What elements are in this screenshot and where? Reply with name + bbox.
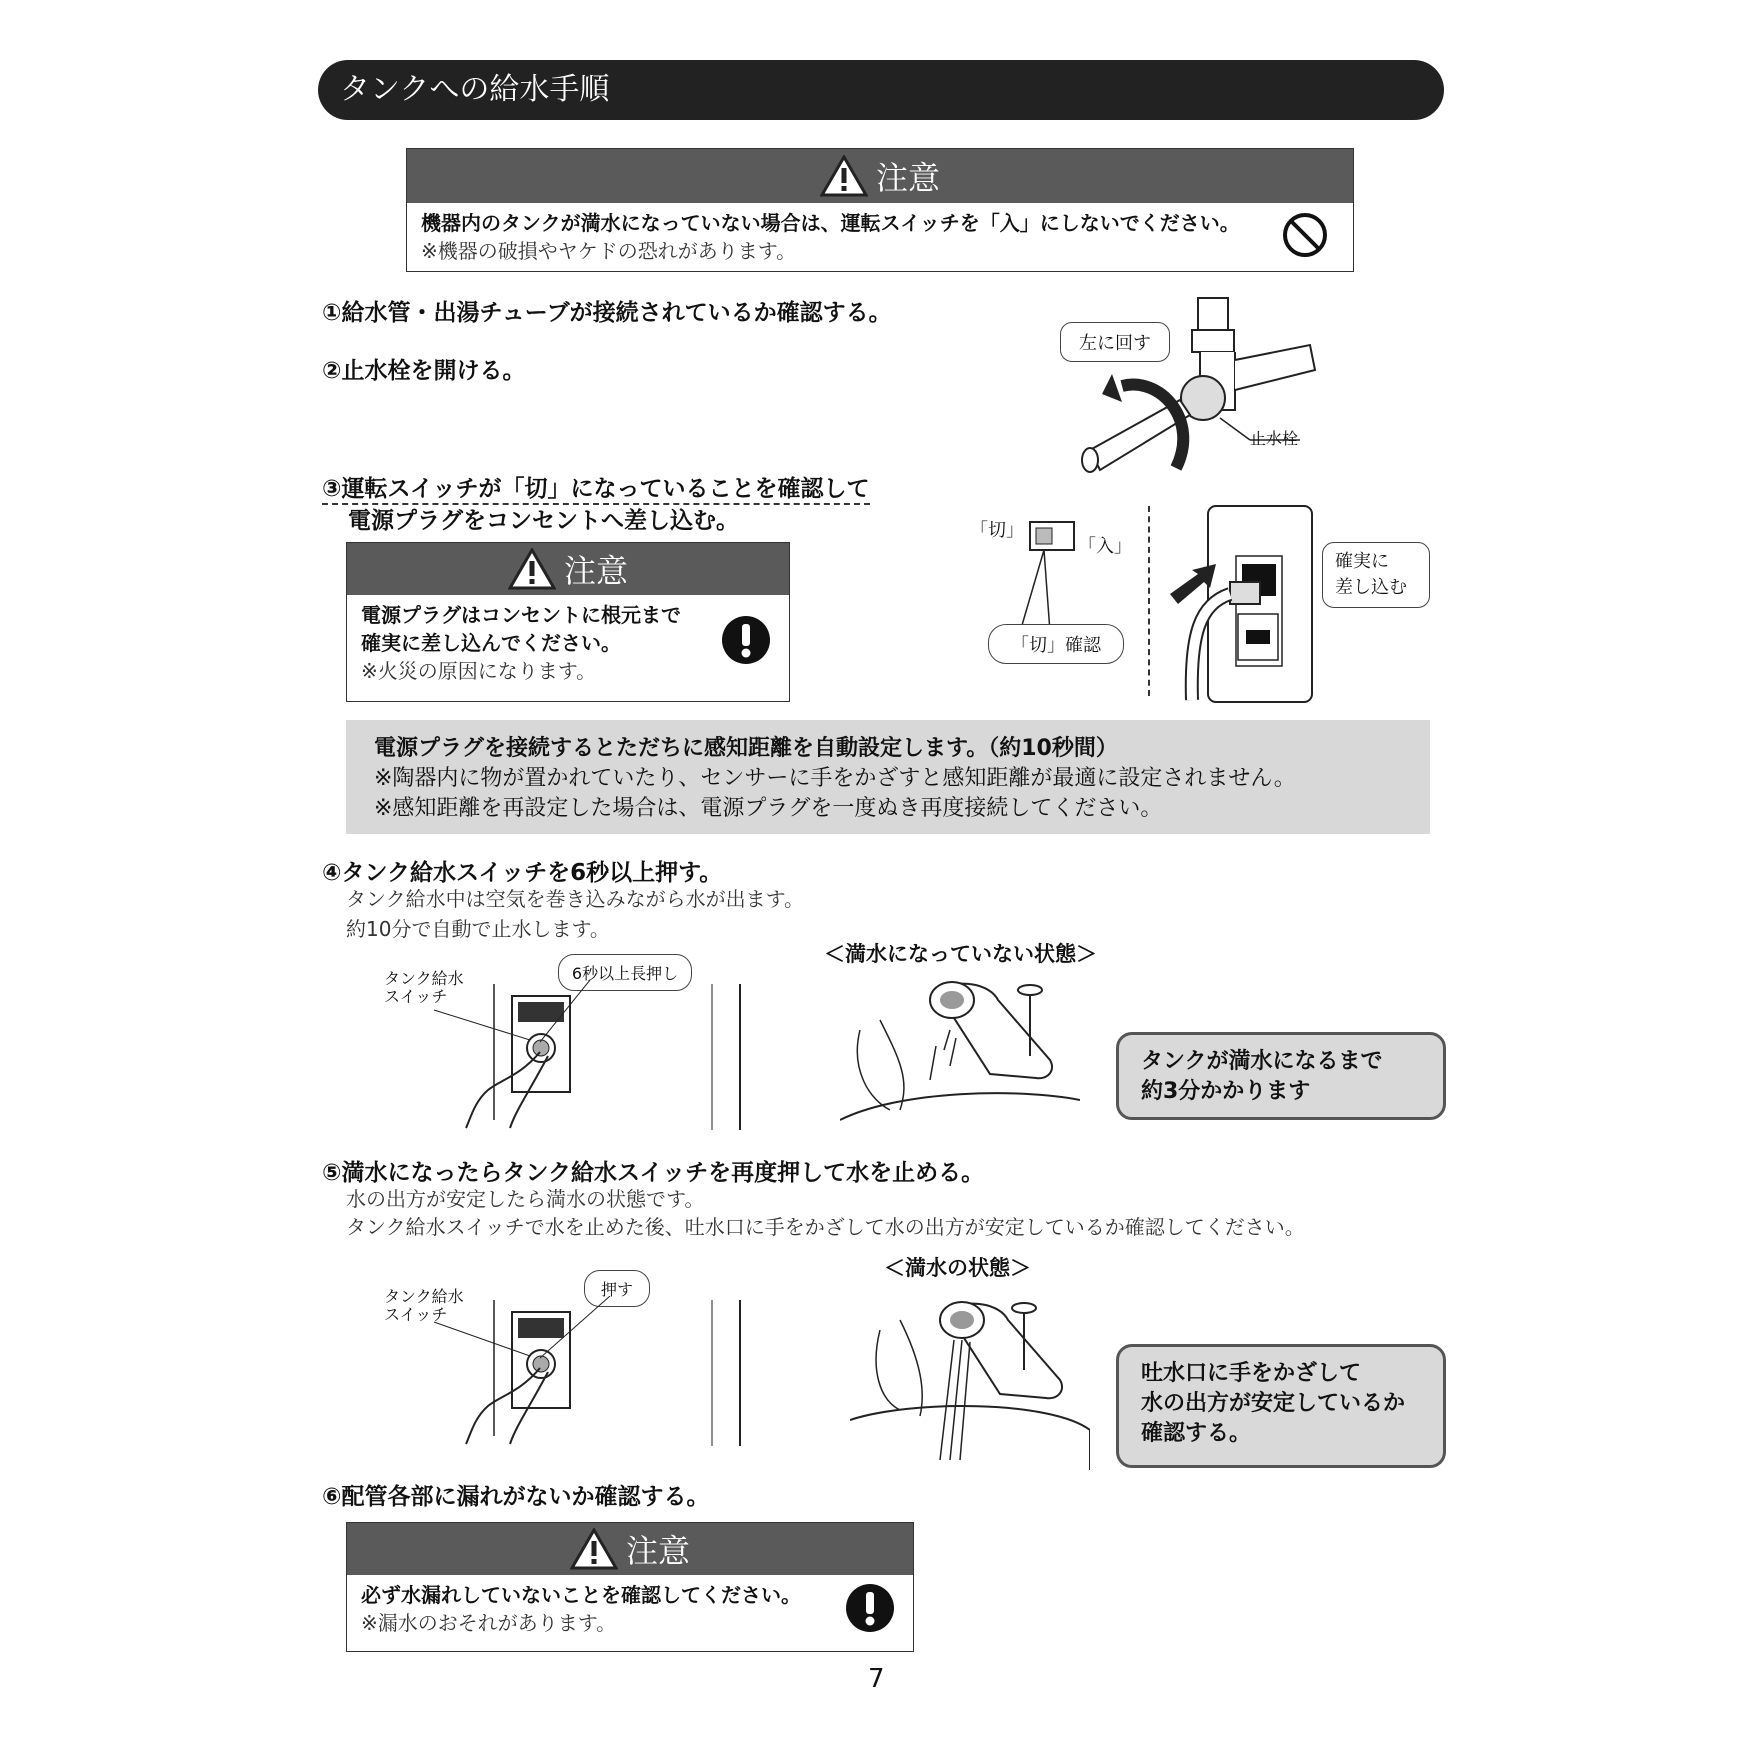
step-4: ④タンク給水スイッチを6秒以上押す。 (322, 860, 723, 886)
insert-firmly-line2: 差し込む (1335, 577, 1407, 598)
step-2: ②止水栓を開ける。 (322, 358, 526, 384)
valve-illustration (1060, 290, 1320, 490)
caution-main-text: 機器内のタンクが満水になっていない場合は、運転スイッチを「入」にしないでください。 (421, 211, 1240, 235)
push-bubble: 押す (584, 1270, 650, 1307)
exclamation-icon (845, 1583, 895, 1633)
step-5-sub-2: タンク給水スイッチで水を止めた後、吐水口に手をかざして水の出方が安定しているか確認してください。 (346, 1215, 1305, 1239)
turn-left-label: 左に回す (1060, 322, 1170, 362)
warning-triangle-icon (508, 548, 556, 590)
step-4-sub-1: タンク給水中は空気を巻き込みながら水が出ます。 (346, 887, 804, 911)
caution-box-1 (406, 148, 1354, 272)
note-sub-2: ※感知距離を再設定した場合は、電源プラグを一度ぬき再度接続してください。 (374, 796, 1163, 821)
caution-main-text: 必ず水漏れしていないことを確認してください。 (361, 1583, 801, 1607)
faucet-not-full-illustration (840, 970, 1080, 1130)
tank-switch-press-illustration-1 (430, 980, 750, 1130)
page-title: タンクへの給水手順 (318, 60, 1444, 120)
callout-line-2: 水の出方が安定しているか (1141, 1391, 1406, 1416)
insert-firmly-callout (1322, 542, 1430, 608)
prohibited-icon (1281, 211, 1329, 259)
step-3-line2: 電源プラグをコンセントへ差し込む。 (348, 508, 739, 534)
caution-box-3 (346, 1522, 914, 1652)
note-sub-1: ※陶器内に物が置かれていたり、センサーに手をかざすと感知距離が最適に設定されません。 (374, 766, 1296, 791)
caution-line-1: 電源プラグはコンセントに根元まで (361, 603, 681, 627)
callout-line-1: タンクが満水になるまで (1141, 1049, 1383, 1074)
switch-on-label: 「入」 (1078, 536, 1132, 557)
caution-label: 注意 (875, 159, 940, 197)
callout-line-2: 約3分かかります (1141, 1079, 1311, 1104)
switch-off-label: 「切」 (970, 520, 1024, 541)
step-3-line1: ③運転スイッチが「切」になっていることを確認して (322, 470, 870, 505)
caution-sub-text: ※漏水のおそれがあります。 (361, 1611, 617, 1635)
tank-switch-label-line2: スイッチ (384, 1305, 448, 1324)
auto-setting-note (346, 720, 1430, 834)
step-5-sub-1: 水の出方が安定したら満水の状態です。 (346, 1187, 705, 1211)
step-6: ⑥配管各部に漏れがないか確認する。 (322, 1484, 710, 1510)
caution-header (347, 543, 789, 595)
warning-triangle-icon (570, 1528, 618, 1570)
tank-fill-time-callout (1116, 1032, 1446, 1120)
tank-switch-press-illustration-2 (430, 1296, 750, 1446)
plug-outlet-illustration (1170, 504, 1320, 704)
callout-line-1: 吐水口に手をかざして (1141, 1361, 1362, 1386)
step-1: ①給水管・出湯チューブが接続されているか確認する。 (322, 300, 892, 326)
tank-switch-label-line1: タンク給水 (384, 969, 464, 988)
full-state-label: ＜満水の状態＞ (884, 1256, 1031, 1280)
divider-dash (1148, 506, 1150, 696)
not-full-state-label: ＜満水になっていない状態＞ (824, 942, 1097, 966)
caution-label: 注意 (563, 552, 628, 590)
caution-label: 注意 (625, 1532, 690, 1570)
caution-sub-text: ※機器の破損やヤケドの恐れがあります。 (421, 239, 797, 263)
callout-line-3: 確認する。 (1141, 1421, 1252, 1446)
note-main: 電源プラグを接続するとただちに感知距離を自動設定します。（約10秒間） (374, 736, 1118, 761)
stop-valve-label: 止水栓 (1250, 429, 1299, 448)
caution-line-2: 確実に差し込んでください。 (361, 631, 621, 655)
warning-triangle-icon (820, 155, 868, 197)
tank-switch-label-line1: タンク給水 (384, 1287, 464, 1306)
off-check-label: 「切」確認 (988, 624, 1124, 664)
caution-box-2 (346, 542, 790, 702)
step-5: ⑤満水になったらタンク給水スイッチを再度押して水を止める。 (322, 1160, 985, 1186)
caution-header (407, 149, 1353, 203)
caution-header (347, 1523, 913, 1575)
insert-firmly-line1: 確実に (1335, 551, 1389, 572)
tank-switch-label-line2: スイッチ (384, 987, 448, 1006)
caution-sub-text: ※火災の原因になります。 (361, 659, 597, 683)
faucet-full-illustration (850, 1290, 1090, 1470)
exclamation-icon (721, 615, 771, 665)
step-4-sub-2: 約10分で自動で止水します。 (346, 917, 610, 941)
check-flow-callout (1116, 1344, 1446, 1468)
hold-6s-bubble: 6秒以上長押し (558, 954, 692, 991)
page-number: 7 (868, 1664, 885, 1694)
